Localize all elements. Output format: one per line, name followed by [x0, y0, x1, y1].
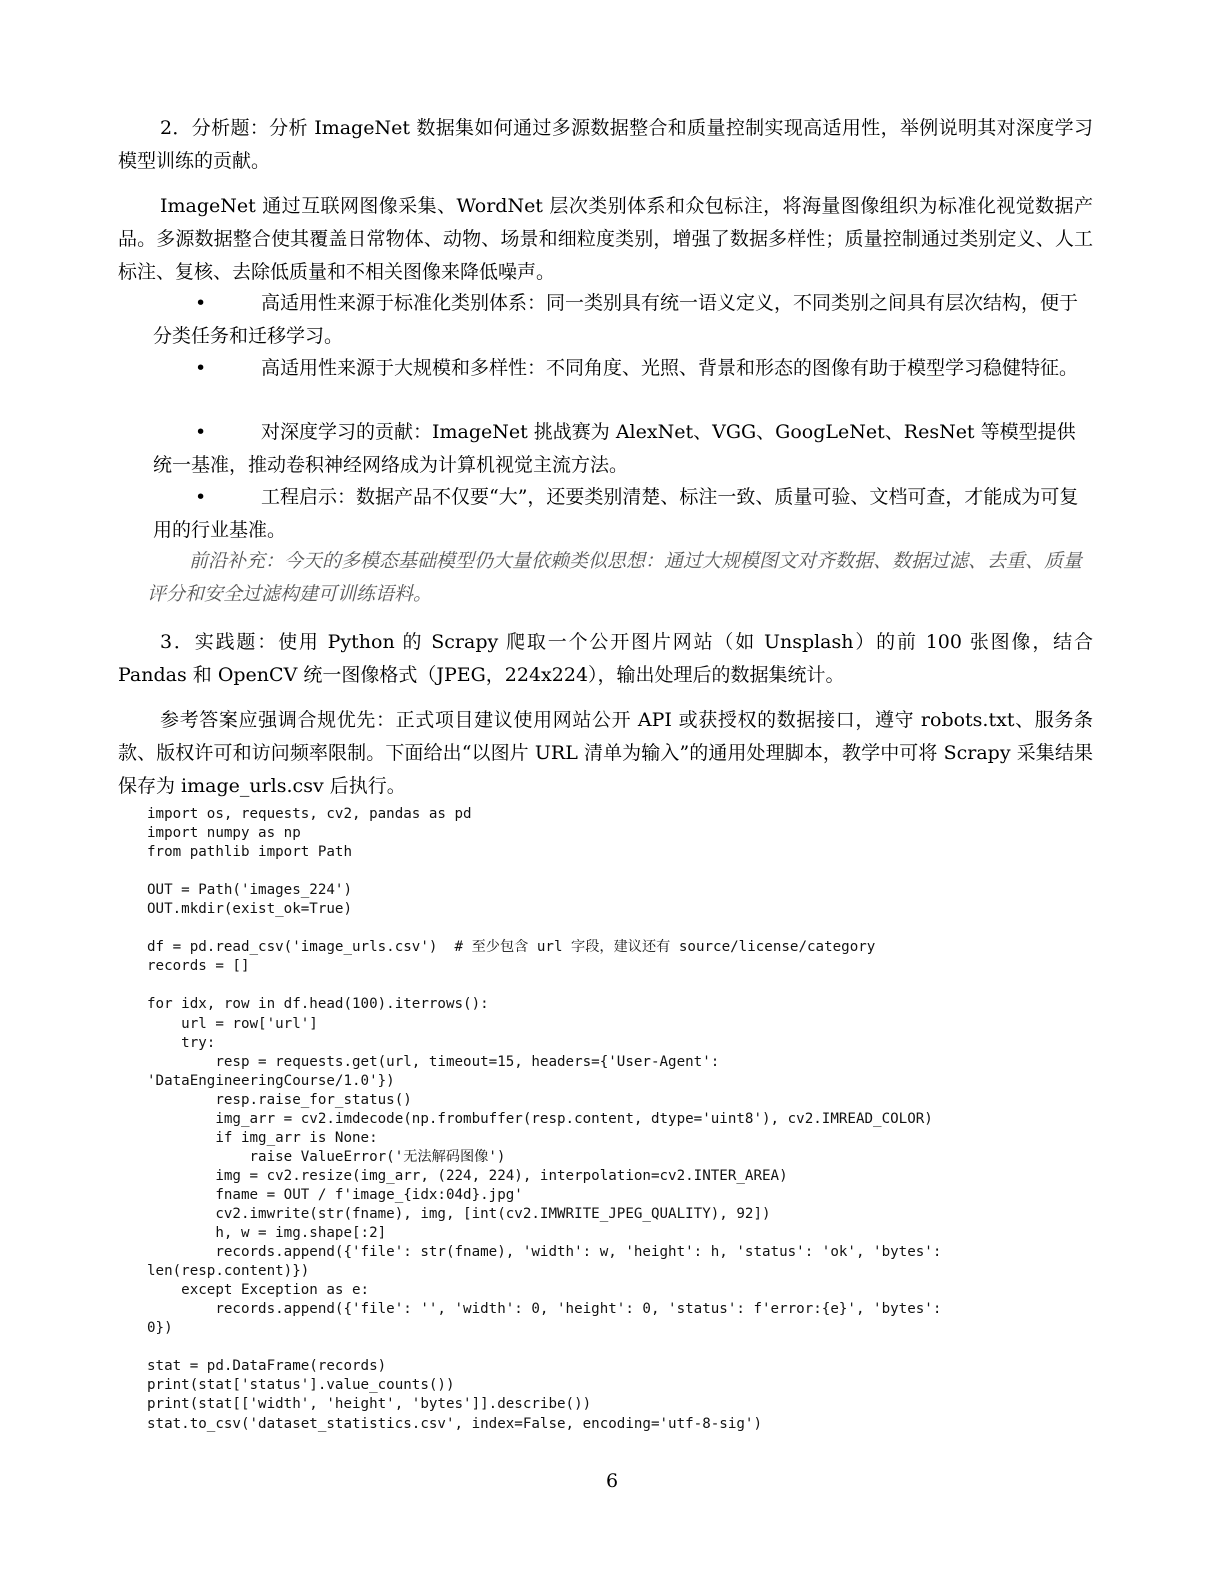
bullet-item	[153, 416, 1093, 482]
frontier-note: 前沿补充：今天的多模态基础模型仍大量依赖类似思想：通过大规模图文对齐数据、数据过滤、去重、质量评分和安全过滤构建可训练语料。	[147, 550, 1083, 605]
question-3-title: 3．实践题：使用 Python 的 Scrapy 爬取一个公开图片网站（如 Unsplash）的前 100 张图像，结合 Pandas 和 OpenCV 统一图像格式（JPEG，224x224），输出处理后的数据集统计。	[118, 631, 1093, 686]
bullet-dot: •	[195, 357, 207, 379]
question-2-title: 2．分析题：分析 ImageNet 数据集如何通过多源数据整合和质量控制实现高适用性，举例说明其对深度学习模型训练的贡献。	[118, 117, 1093, 172]
bullet-text: 高适用性来源于标准化类别体系：同一类别具有统一语义定义，不同类别之间具有层次结构，便于分类任务和迁移学习。	[153, 292, 1079, 347]
bullet-item	[153, 352, 1093, 385]
bullet-dot: •	[195, 421, 207, 443]
bullet-text: 工程启示：数据产品不仅要“大”，还要类别清楚、标注一致、质量可验、文档可查，才能成为可复用的行业基准。	[153, 486, 1079, 541]
bullet-item	[153, 287, 1093, 353]
code-block: import os, requests, cv2, pandas as pd import numpy as np from pathlib import Path OUT = Path('images_224') OUT.mkdir(exist_ok=True) df = pd.read_csv('image_urls.csv') # 至少包含 url 字段，建议还有 source/license/category records = [] for idx, row in df.head(100).iterrows(): url = row['url'] try: resp = requests.get(url, timeout=15, headers={'User-Agent': 'DataEngineeringCourse/1.0'}) resp.raise_for_status() img_arr = cv2.imdecode(np.frombuffer(resp.content, dtype='uint8'), cv2.IMREAD_COLOR) if img_arr is None: raise ValueError('无法解码图像') img = cv2.resize(img_arr, (224, 224), interpolation=cv2.INTER_AREA) fname = OUT / f'image_{idx:04d}.jpg' cv2.imwrite(str(fname), img, [int(cv2.IMWRITE_JPEG_QUALITY), 92]) h, w = img.shape[:2] records.append({'file': str(fname), 'width': w, 'height': h, 'status': 'ok', 'bytes': len(resp.content)}) except Exception as e: records.append({'file': '', 'width': 0, 'height': 0, 'status': f'error:{e}', 'bytes': 0}) stat = pd.DataFrame(records) print(stat['status'].value_counts()) print(stat[['width', 'height', 'bytes']].describe()) stat.to_csv('dataset_statistics.csv', index=False, encoding='utf-8-sig')	[147, 806, 942, 1432]
question-3-answer: 参考答案应强调合规优先：正式项目建议使用网站公开 API 或获授权的数据接口，遵守 robots.txt、服务条款、版权许可和访问频率限制。下面给出“以图片 URL 清单为输入”的通用处理脚本，教学中可将 Scrapy 采集结果保存为 image_urls.csv 后执行。	[118, 709, 1093, 797]
page-number: 6	[605, 1470, 619, 1492]
bullet-item	[153, 481, 1093, 547]
bullet-dot: •	[195, 292, 207, 314]
bullet-text: 对深度学习的贡献：ImageNet 挑战赛为 AlexNet、VGG、GoogLeNet、ResNet 等模型提供统一基准，推动卷积神经网络成为计算机视觉主流方法。	[153, 421, 1076, 476]
bullet-dot: •	[195, 486, 207, 508]
question-2-answer: ImageNet 通过互联网图像采集、WordNet 层次类别体系和众包标注，将海量图像组织为标准化视觉数据产品。多源数据整合使其覆盖日常物体、动物、场景和细粒度类别，增强了数据多样性；质量控制通过类别定义、人工标注、复核、去除低质量和不相关图像来降低噪声。	[118, 195, 1093, 283]
bullet-text: 高适用性来源于大规模和多样性：不同角度、光照、背景和形态的图像有助于模型学习稳健特征。	[261, 357, 1079, 379]
